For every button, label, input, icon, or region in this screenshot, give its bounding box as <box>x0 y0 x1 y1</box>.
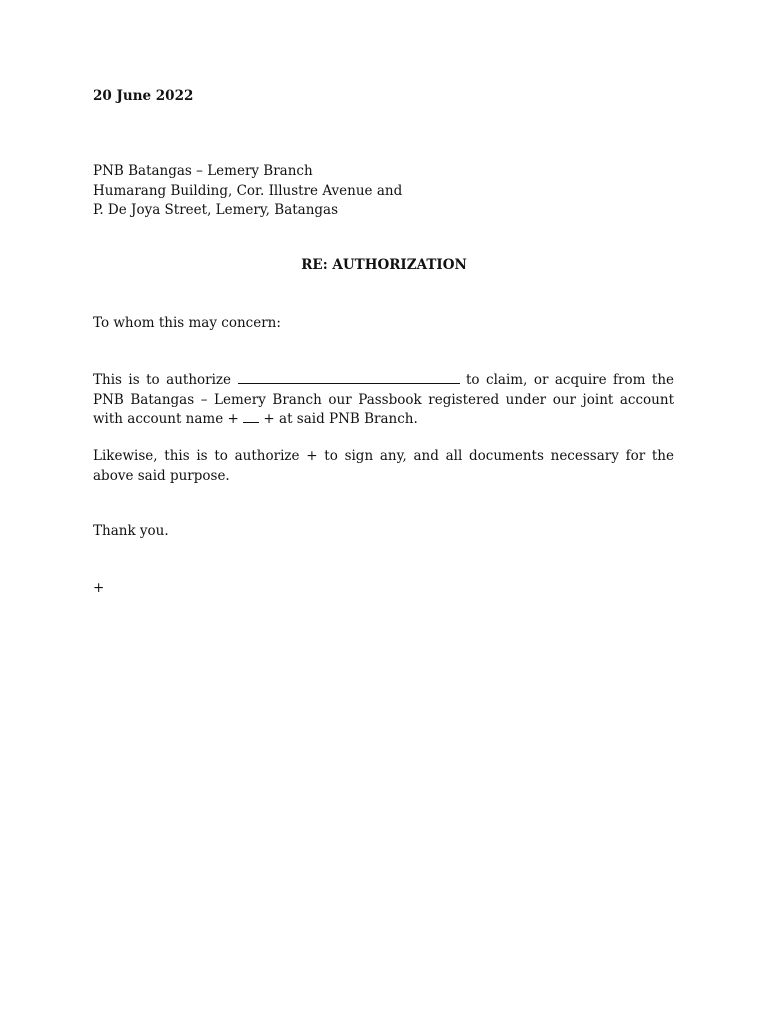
authorization-paragraph <box>93 371 674 430</box>
authorized-person-blank <box>238 371 460 384</box>
recipient-line-1: PNB Batangas – Lemery Branch <box>93 163 313 179</box>
salutation: To whom this may concern: <box>93 315 281 331</box>
paragraph1-text-start: This is to authorize <box>93 372 232 388</box>
account-name-blank <box>243 410 259 423</box>
signature-placeholder: + <box>93 580 105 596</box>
signing-authority-paragraph: Likewise, this is to authorize + to sign any, and all documents necessary for the above said purpose. <box>93 448 674 484</box>
letter-date: 20 June 2022 <box>93 88 194 104</box>
recipient-address <box>93 162 402 221</box>
recipient-line-3: P. De Joya Street, Lemery, Batangas <box>93 202 339 218</box>
paragraph1-text-middle: to claim, or acquire from the PNB Batangas – Lemery Branch our Passbook registered under our joint account with account name + <box>93 372 675 427</box>
paragraph1-text-end: + at said PNB Branch. <box>263 411 418 427</box>
closing-line: Thank you. <box>93 523 169 539</box>
recipient-line-2: Humarang Building, Cor. Illustre Avenue and <box>93 182 403 199</box>
subject-line: RE: AUTHORIZATION <box>301 257 467 273</box>
